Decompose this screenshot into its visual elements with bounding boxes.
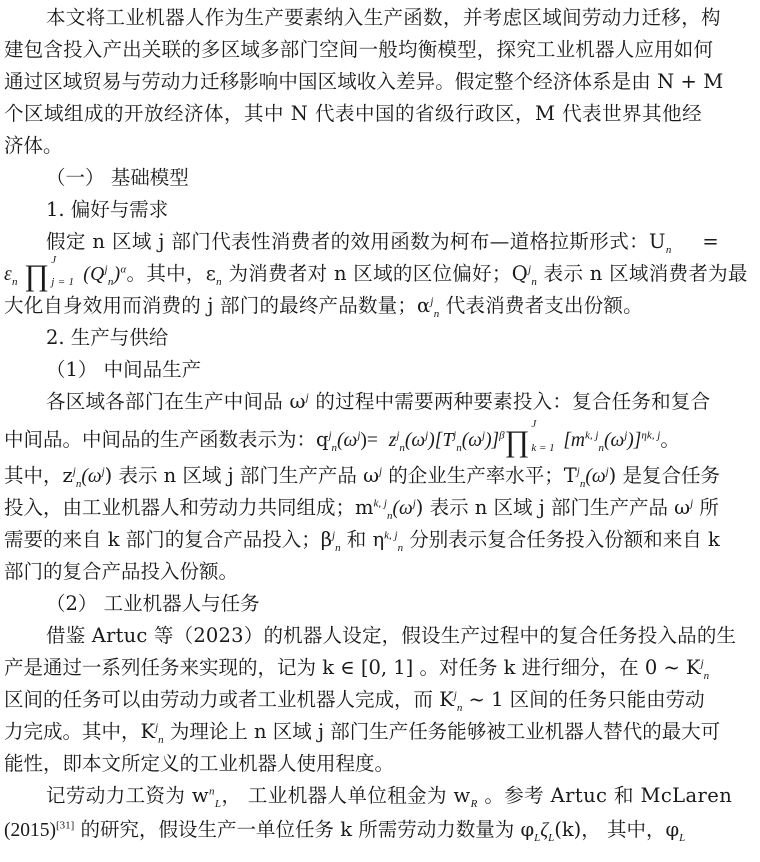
superscript: j — [328, 429, 332, 442]
text-run: (2015) — [4, 820, 56, 841]
superscript: β — [499, 429, 505, 442]
text-run: 中间品。中间品的生产函数表示为：q — [4, 428, 329, 451]
superscript: k, j — [384, 529, 398, 542]
subscript: n — [158, 733, 164, 746]
superscript: j — [412, 497, 416, 510]
text-run: 。参考 Artuc 和 McLaren — [477, 784, 733, 807]
subscript: n — [11, 275, 18, 288]
superscript: j — [425, 429, 429, 442]
subscript: R — [470, 797, 478, 810]
subheading-robots-tasks — [46, 588, 260, 620]
subscript: n — [399, 441, 405, 454]
subheading-preference-demand — [46, 194, 168, 226]
text-run: 部门的复合产品投入份额。 — [4, 560, 239, 583]
subscript: L — [214, 797, 222, 810]
math-text: z — [388, 430, 397, 451]
math-text: )] — [485, 430, 500, 451]
subscript: n — [598, 441, 604, 454]
utility-line-1 — [46, 226, 719, 258]
text-run: 本文将工业机器人作为生产要素纳入生产函数，并考虑区域间劳动力迁移，构 — [46, 6, 721, 29]
subscript: n — [456, 701, 463, 714]
text-run: 济体。 — [4, 134, 63, 157]
math-text: )= — [360, 430, 383, 451]
text-run: 的过程中需要两种要素投入：复合任务和复合 — [308, 390, 711, 413]
superscript: n — [209, 785, 215, 798]
text-run: ) 表示 n 区域 j 部门生产产品 ω — [415, 496, 691, 519]
superscript: j — [528, 263, 532, 276]
subscript: n — [335, 541, 341, 554]
text-run: 表示 n 区域消费者为最 — [537, 262, 748, 285]
utility-line-2 — [4, 254, 748, 292]
superscript: j — [332, 529, 336, 542]
math-text: )[T — [428, 430, 454, 451]
superscript: k, j — [373, 497, 387, 510]
heading-text: （1） 中间品生产 — [46, 358, 202, 381]
citation-ref-31[interactable]: [31] — [56, 819, 75, 832]
superscript: k, j — [585, 429, 599, 442]
math-text: ζ — [540, 820, 549, 841]
math-text: (Q — [83, 264, 105, 285]
subscript: n — [397, 541, 404, 554]
text-run: 记劳动力工资为 w — [46, 784, 209, 807]
superscript: k, j — [646, 429, 661, 442]
paragraph-intro-line-5 — [4, 130, 63, 162]
superscript: η — [641, 429, 647, 442]
superscript: α — [120, 263, 127, 276]
paragraph-intro-line-4 — [4, 98, 702, 130]
math-text: )] — [627, 430, 642, 451]
superscript: j — [605, 465, 609, 478]
superscript: j — [453, 689, 457, 702]
subscript: L — [548, 831, 555, 844]
text-run: 力完成。其中，K — [4, 720, 156, 743]
superscript: j — [104, 263, 108, 276]
heading-text: 2. 生产与供给 — [46, 326, 169, 349]
math-epsilon: ε — [4, 264, 12, 285]
subscript: n — [75, 477, 82, 490]
robots-line-3 — [4, 684, 705, 716]
superscript: j — [700, 657, 704, 670]
subscript: n — [331, 441, 338, 454]
wage-line-1 — [46, 780, 732, 812]
text-run: ~ 1 区间的任务只能由劳动 — [462, 688, 705, 711]
subscript: n — [579, 477, 586, 490]
product-limits: J j = 1 — [51, 254, 75, 288]
robots-line-1 — [46, 620, 736, 652]
superscript: j — [482, 429, 486, 442]
text-run: ， 工业机器人单位租金为 w — [221, 784, 471, 807]
text-run: (k)， 其中，φ — [554, 818, 680, 841]
math-text: [m — [563, 430, 586, 451]
intermediate-line-4 — [4, 492, 719, 525]
heading-text: （一） 基础模型 — [46, 166, 189, 189]
text-run: 产是通过一系列任务来实现的，记为 k ∈ [0, 1] 。对任务 k 进行细分，在 0 ~ K — [4, 656, 701, 679]
superscript: j — [396, 429, 400, 442]
text-run: 大化自身效用而消费的 j 部门的最终产品数量；α — [4, 294, 431, 317]
product-symbol: ∏ — [504, 425, 530, 458]
subscript: n — [665, 243, 672, 256]
superscript: j — [305, 391, 309, 404]
section-heading-basic-model — [46, 162, 189, 194]
subscript: L — [679, 831, 686, 844]
text-run: = — [702, 230, 720, 253]
subscript: n — [386, 509, 393, 522]
paragraph-intro-line-2 — [4, 34, 713, 66]
text-run: 各区域各部门在生产中间品 ω — [46, 390, 306, 413]
math-text: (ω — [585, 466, 606, 487]
text-run: 需要的来自 k 部门的复合产品投入；β — [4, 528, 332, 551]
superscript: j — [155, 721, 159, 734]
math-text: (ω — [461, 430, 482, 451]
heading-text: （2） 工业机器人与任务 — [46, 592, 260, 615]
text-run: ) 表示 n 区域 j 部门生产产品 ω — [104, 464, 379, 487]
text-run: 能性，即本文所定义的工业机器人使用程度。 — [4, 752, 395, 775]
text-run: 的企业生产率水平；T — [382, 464, 577, 487]
product-limits: J k = 1 — [531, 418, 555, 454]
intermediate-line-6 — [4, 556, 238, 588]
robots-line-5 — [4, 748, 394, 780]
robots-line-2 — [4, 652, 709, 684]
text-run: 。其中，ε — [126, 262, 217, 285]
subscript: n — [107, 275, 114, 288]
math-text: (ω — [603, 430, 625, 451]
text-run: 区间的任务可以由劳动力或者工业机器人完成，而 K — [4, 688, 454, 711]
math-text: (ω — [392, 498, 413, 519]
utility-line-3 — [4, 290, 643, 322]
subscript: n — [433, 307, 440, 320]
text-run: 为消费者对 n 区域的区位偏好；Q — [221, 262, 528, 285]
intermediate-line-1 — [46, 386, 710, 418]
subheading-production-supply — [46, 322, 168, 354]
text-run: 其中，z — [4, 464, 73, 487]
superscript: j — [72, 465, 76, 478]
heading-text: 1. 偏好与需求 — [46, 198, 169, 221]
text-run: 建包含投入产出关联的多区域多部门空间一般均衡模型，探究工业机器人应用如何 — [4, 38, 714, 61]
text-run: 通过区域贸易与劳动力迁移影响中国区域收入差异。假定整个经济体系是由 N + M — [4, 70, 724, 93]
superscript: j — [357, 429, 361, 442]
text-run: 假定 n 区域 j 部门代表性消费者的效用函数为柯布—道格拉斯形式：U — [46, 230, 666, 253]
subscript: n — [456, 441, 462, 454]
subscript: L — [534, 831, 541, 844]
superscript: j — [453, 429, 457, 442]
superscript: j — [101, 465, 105, 478]
text-run: 的研究，假设生产一单位任务 k 所需劳动力数量为 φ — [74, 818, 535, 841]
wage-line-2 — [4, 814, 685, 847]
math-text: ) — [113, 264, 121, 285]
subheading-intermediate-goods — [46, 354, 201, 386]
math-text: (ω — [81, 466, 102, 487]
superscript: j — [624, 429, 628, 442]
text-run: 分别表示复合任务投入份额和来自 k — [403, 528, 720, 551]
intermediate-line-2 — [4, 418, 680, 458]
paragraph-intro-line-1 — [46, 2, 721, 34]
text-run: 借鉴 Artuc 等（2023）的机器人设定，假设生产过程中的复合任务投入品的生 — [46, 624, 737, 647]
text-run: 和 η — [340, 528, 385, 551]
superscript: j — [430, 295, 434, 308]
text-run: 代表消费者支出份额。 — [439, 294, 643, 317]
text-run: 为理论上 n 区域 j 部门生产任务能够被工业机器人替代的最大可 — [163, 720, 721, 743]
robots-line-4 — [4, 716, 720, 748]
text-run: 所 — [693, 496, 719, 519]
paragraph-intro-line-3 — [4, 66, 723, 98]
intermediate-line-3 — [4, 460, 720, 493]
text-run: 个区域组成的开放经济体，其中 N 代表中国的省级行政区，M 代表世界其他经 — [4, 102, 703, 125]
product-symbol: ∏ — [24, 259, 50, 292]
subscript: n — [703, 669, 710, 682]
superscript: j — [576, 465, 580, 478]
math-text: (ω — [404, 430, 426, 451]
intermediate-line-5 — [4, 524, 720, 556]
subscript: n — [531, 275, 538, 288]
text-run: 。 — [660, 428, 680, 451]
superscript: j — [378, 465, 383, 478]
text-run: 投入，由工业机器人和劳动力共同组成；m — [4, 496, 374, 519]
subscript: n — [216, 275, 222, 288]
superscript: j — [690, 497, 694, 510]
math-text: (ω — [337, 430, 358, 451]
text-run: ) 是复合任务 — [608, 464, 720, 487]
